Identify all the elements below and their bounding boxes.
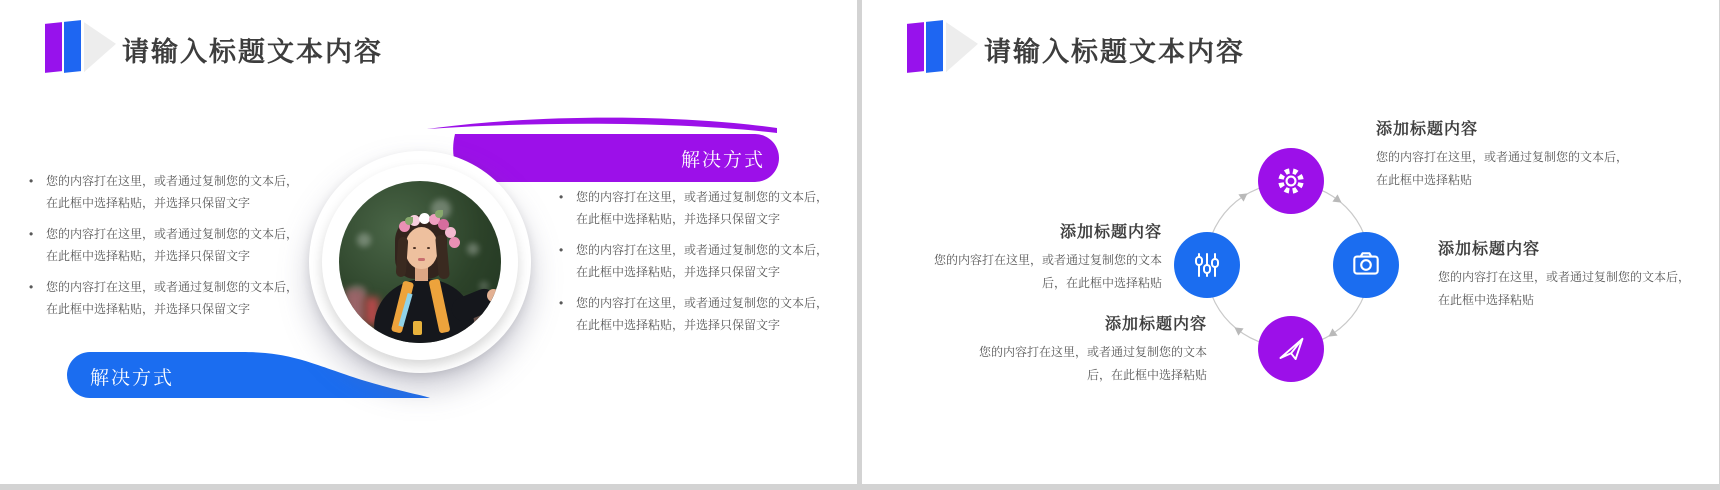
text-block-right[interactable] bbox=[1438, 236, 1690, 312]
slide-title[interactable]: 请输入标题文本内容 bbox=[122, 37, 383, 67]
slide-right[interactable] bbox=[862, 0, 1719, 484]
text-block-left[interactable] bbox=[914, 219, 1162, 295]
item-heading: 添加标题内容 bbox=[1438, 241, 1541, 258]
arrowhead-icon bbox=[1238, 190, 1250, 202]
bullet-list-right[interactable] bbox=[556, 186, 838, 345]
camera-icon bbox=[1349, 248, 1383, 282]
item-body: 您的内容打在这里，或者通过复制您的文本后，在此框中选择粘贴 bbox=[933, 253, 1162, 290]
title-chevron-purple bbox=[907, 22, 924, 73]
node-gear bbox=[1258, 148, 1324, 214]
bullet-item: • 您的内容打在这里，或者通过复制您的文本后，在此框中选择粘贴，并选择只保留文字 bbox=[556, 292, 838, 336]
gear-icon bbox=[1274, 164, 1308, 198]
bullet-list-left[interactable] bbox=[26, 170, 308, 329]
bottom-banner-label[interactable]: 解决方式 bbox=[90, 368, 175, 389]
bullet-item: • 您的内容打在这里，或者通过复制您的文本后，在此框中选择粘贴，并选择只保留文字 bbox=[556, 186, 838, 230]
text-block-bottom[interactable] bbox=[960, 311, 1207, 387]
item-body: 您的内容打在这里，或者通过复制您的文本后，在此框中选择粘贴 bbox=[1376, 150, 1629, 187]
slide-left[interactable] bbox=[0, 0, 857, 484]
title-chevron-gray bbox=[946, 20, 978, 72]
bullet-item: • 您的内容打在这里，或者通过复制您的文本后，在此框中选择粘贴，并选择只保留文字 bbox=[556, 239, 838, 283]
item-heading: 添加标题内容 bbox=[1376, 121, 1479, 138]
title-chevron-gray bbox=[84, 20, 116, 72]
bullet-item: • 您的内容打在这里，或者通过复制您的文本后，在此框中选择粘贴，并选择只保留文字 bbox=[26, 276, 308, 320]
node-sliders bbox=[1174, 232, 1240, 298]
graduate-photo[interactable] bbox=[339, 181, 501, 343]
title-chevron-blue bbox=[926, 20, 943, 73]
photo-frame-outer bbox=[309, 151, 531, 373]
item-heading: 添加标题内容 bbox=[1104, 316, 1207, 333]
item-body: 您的内容打在这里，或者通过复制您的文本后，在此框中选择粘贴 bbox=[978, 345, 1207, 382]
title-block bbox=[0, 0, 600, 90]
bullet-item: • 您的内容打在这里，或者通过复制您的文本后，在此框中选择粘贴，并选择只保留文字 bbox=[26, 223, 308, 267]
top-banner-label[interactable]: 解决方式 bbox=[680, 150, 765, 171]
sliders-icon bbox=[1191, 249, 1223, 281]
item-body: 您的内容打在这里，或者通过复制您的文本后，在此框中选择粘贴 bbox=[1438, 270, 1691, 307]
slide-title[interactable]: 请输入标题文本内容 bbox=[984, 37, 1245, 67]
arrowhead-icon bbox=[1332, 194, 1344, 206]
bullet-item: • 您的内容打在这里，或者通过复制您的文本后，在此框中选择粘贴，并选择只保留文字 bbox=[26, 170, 308, 214]
node-paper-plane bbox=[1258, 316, 1324, 382]
item-heading: 添加标题内容 bbox=[1059, 224, 1162, 241]
node-camera bbox=[1333, 232, 1399, 298]
arrowhead-icon bbox=[1232, 324, 1244, 336]
paper-plane-icon bbox=[1274, 332, 1308, 366]
arrowhead-icon bbox=[1326, 328, 1338, 340]
text-block-top[interactable] bbox=[1376, 116, 1628, 192]
title-block bbox=[862, 0, 1462, 90]
title-chevron-blue bbox=[64, 20, 81, 73]
title-chevron-purple bbox=[45, 22, 62, 73]
